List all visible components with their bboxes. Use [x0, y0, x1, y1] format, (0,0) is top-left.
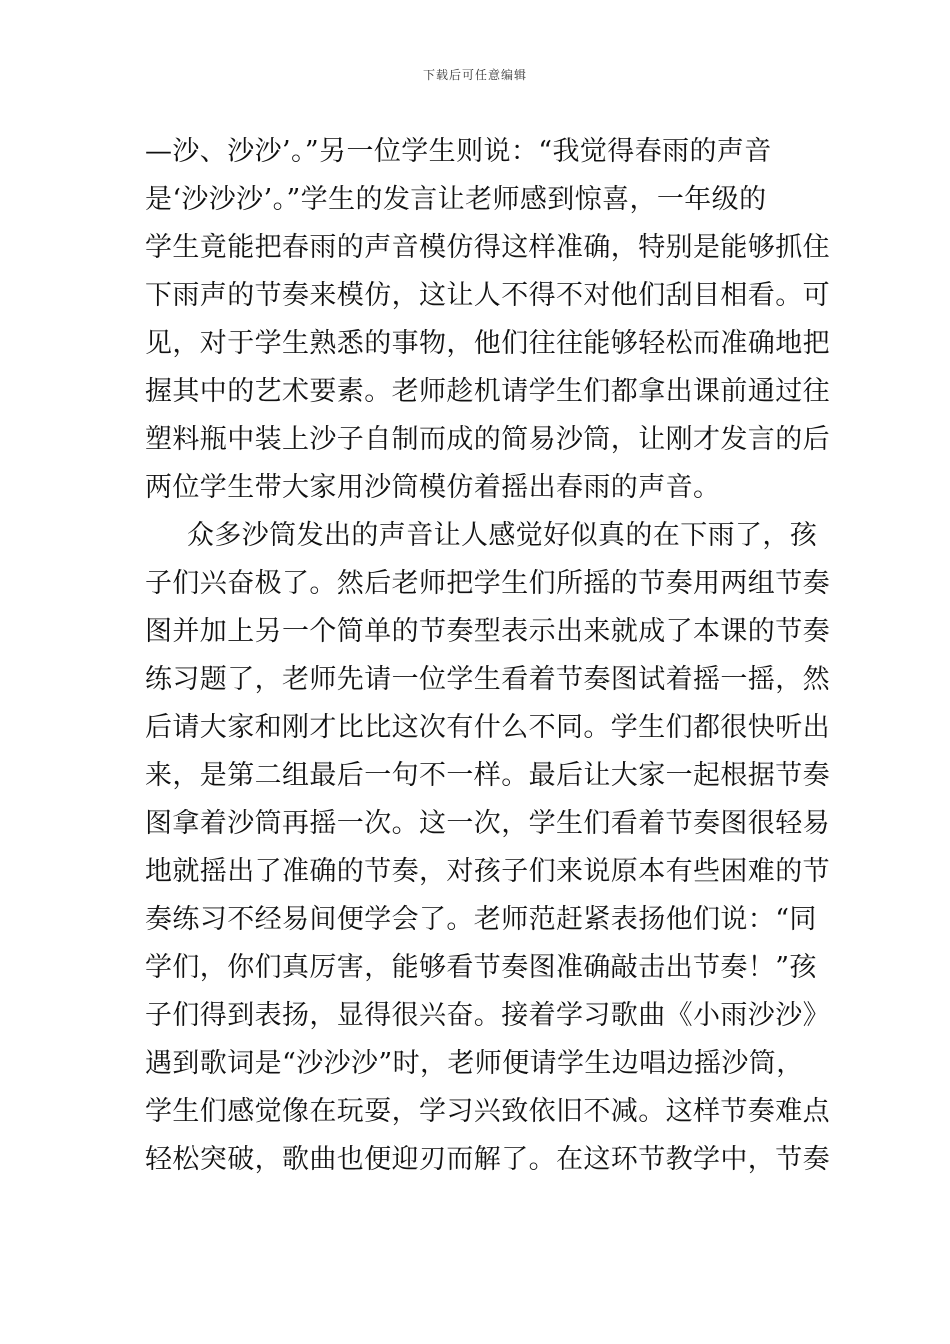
text-line: 后请大家和刚才比比这次有什么不同。学生们都很快听出	[145, 712, 830, 743]
text-line: 图并加上另一个简单的节奏型表示出来就成了本课的节奏	[145, 616, 830, 647]
text-line: 学生竟能把春雨的声音模仿得这样准确，特别是能够抓住	[145, 232, 830, 263]
text-line: 图拿着沙筒再摇一次。这一次，学生们看着节奏图很轻易	[145, 808, 830, 839]
text-line: 握其中的艺术要素。老师趁机请学生们都拿出课前通过往	[145, 376, 830, 407]
text-line: 学们，你们真厉害，能够看节奏图准确敲击出节奏！”孩	[145, 952, 817, 983]
text-line: —沙、沙沙’。”另一位学生则说：“我觉得春雨的声音	[145, 136, 772, 167]
text-line: 地就摇出了准确的节奏，对孩子们来说原本有些困难的节	[145, 856, 830, 887]
text-line: 奏练习不经易间便学会了。老师范赶紧表扬他们说：“同	[145, 904, 817, 935]
document-body	[145, 128, 830, 1184]
text-line: 是‘沙沙沙’。”学生的发言让老师感到惊喜，一年级的	[145, 184, 767, 215]
text-line: 学生们感觉像在玩耍，学习兴致依旧不减。这样节奏难点	[145, 1096, 830, 1127]
text-line: 下雨声的节奏来模仿，这让人不得不对他们刮目相看。可	[145, 280, 830, 311]
text-line: 众多沙筒发出的声音让人感觉好似真的在下雨了，孩	[187, 520, 818, 551]
text-line: 遇到歌词是“沙沙沙”时，老师便请学生边唱边摇沙筒，	[145, 1048, 804, 1079]
text-line: 见，对于学生熟悉的事物，他们往往能够轻松而准确地把	[145, 328, 830, 359]
text-line: 轻松突破，歌曲也便迎刃而解了。在这环节教学中，节奏	[145, 1144, 830, 1175]
text-line: 塑料瓶中装上沙子自制而成的简易沙筒，让刚才发言的后	[145, 424, 830, 455]
paragraph-2	[145, 512, 830, 1184]
paragraph-1	[145, 128, 830, 512]
text-line: 子们得到表扬，显得很兴奋。接着学习歌曲《小雨沙沙》	[145, 1000, 830, 1031]
text-line: 练习题了，老师先请一位学生看着节奏图试着摇一摇，然	[145, 664, 830, 695]
text-line: 子们兴奋极了。然后老师把学生们所摇的节奏用两组节奏	[145, 568, 830, 599]
text-line: 来，是第二组最后一句不一样。最后让大家一起根据节奏	[145, 760, 830, 791]
text-line: 两位学生带大家用沙筒模仿着摇出春雨的声音。	[145, 472, 721, 503]
page-header: 下载后可任意编辑	[422, 68, 527, 82]
